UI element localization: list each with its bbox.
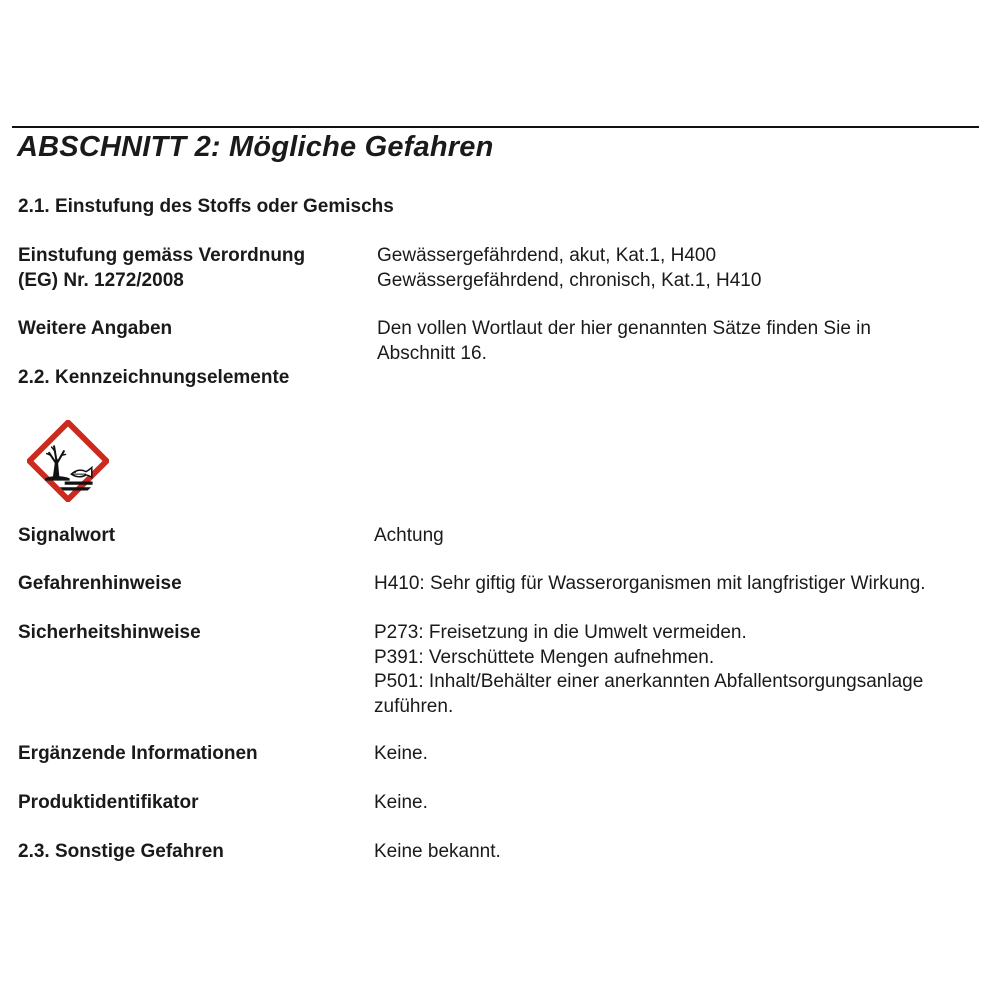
sicherheitshinweise-line-4: zuführen.	[374, 695, 454, 717]
subsection-2-1-heading: 2.1. Einstufung des Stoffs oder Gemischs	[18, 196, 394, 217]
ergaenzende-informationen-value: Keine.	[374, 743, 428, 764]
gefahrenhinweise-label: Gefahrenhinweise	[18, 573, 182, 594]
sicherheitshinweise-line-1: P273: Freisetzung in die Umwelt vermeiden.	[374, 622, 747, 643]
sicherheitshinweise-value	[374, 621, 923, 719]
einstufung-label-line-1: Einstufung gemäss Verordnung	[18, 245, 306, 266]
weitere-angaben-label: Weitere Angaben	[18, 318, 173, 339]
subsection-2-3-heading: 2.3. Sonstige Gefahren	[18, 841, 224, 862]
produktidentifikator-value: Keine.	[374, 792, 428, 813]
sonstige-gefahren-value: Keine bekannt.	[374, 841, 501, 862]
sicherheitshinweise-label: Sicherheitshinweise	[18, 622, 201, 643]
weitere-angaben-value	[377, 317, 871, 366]
einstufung-value-line-2: Gewässergefährdend, chronisch, Kat.1, H410	[377, 269, 762, 291]
signalwort-label: Signalwort	[18, 525, 116, 546]
gefahrenhinweise-value: H410: Sehr giftig für Wasserorganismen mit langfristiger Wirkung.	[374, 573, 926, 594]
einstufung-value-line-1: Gewässergefährdend, akut, Kat.1, H400	[377, 245, 717, 266]
weitere-angaben-value-line-1: Den vollen Wortlaut der hier genannten Sätze finden Sie in	[377, 318, 871, 339]
signalwort-value: Achtung	[374, 525, 444, 546]
sicherheitshinweise-line-3: P501: Inhalt/Behälter einer anerkannten Abfallentsorgungsanlage	[374, 671, 924, 692]
weitere-angaben-value-line-2: Abschnitt 16.	[377, 342, 487, 364]
sicherheitshinweise-line-2: P391: Verschüttete Mengen aufnehmen.	[374, 646, 715, 668]
section-title: ABSCHNITT 2: Mögliche Gefahren	[17, 131, 494, 163]
einstufung-value	[377, 244, 761, 293]
subsection-2-2-heading: 2.2. Kennzeichnungselemente	[18, 367, 290, 388]
produktidentifikator-label: Produktidentifikator	[18, 792, 199, 813]
einstufung-label	[18, 244, 305, 293]
ergaenzende-informationen-label: Ergänzende Informationen	[18, 743, 258, 764]
ghs09-environment-icon	[27, 420, 109, 502]
einstufung-label-line-2: (EG) Nr. 1272/2008	[18, 269, 184, 291]
section-top-rule	[12, 126, 979, 128]
